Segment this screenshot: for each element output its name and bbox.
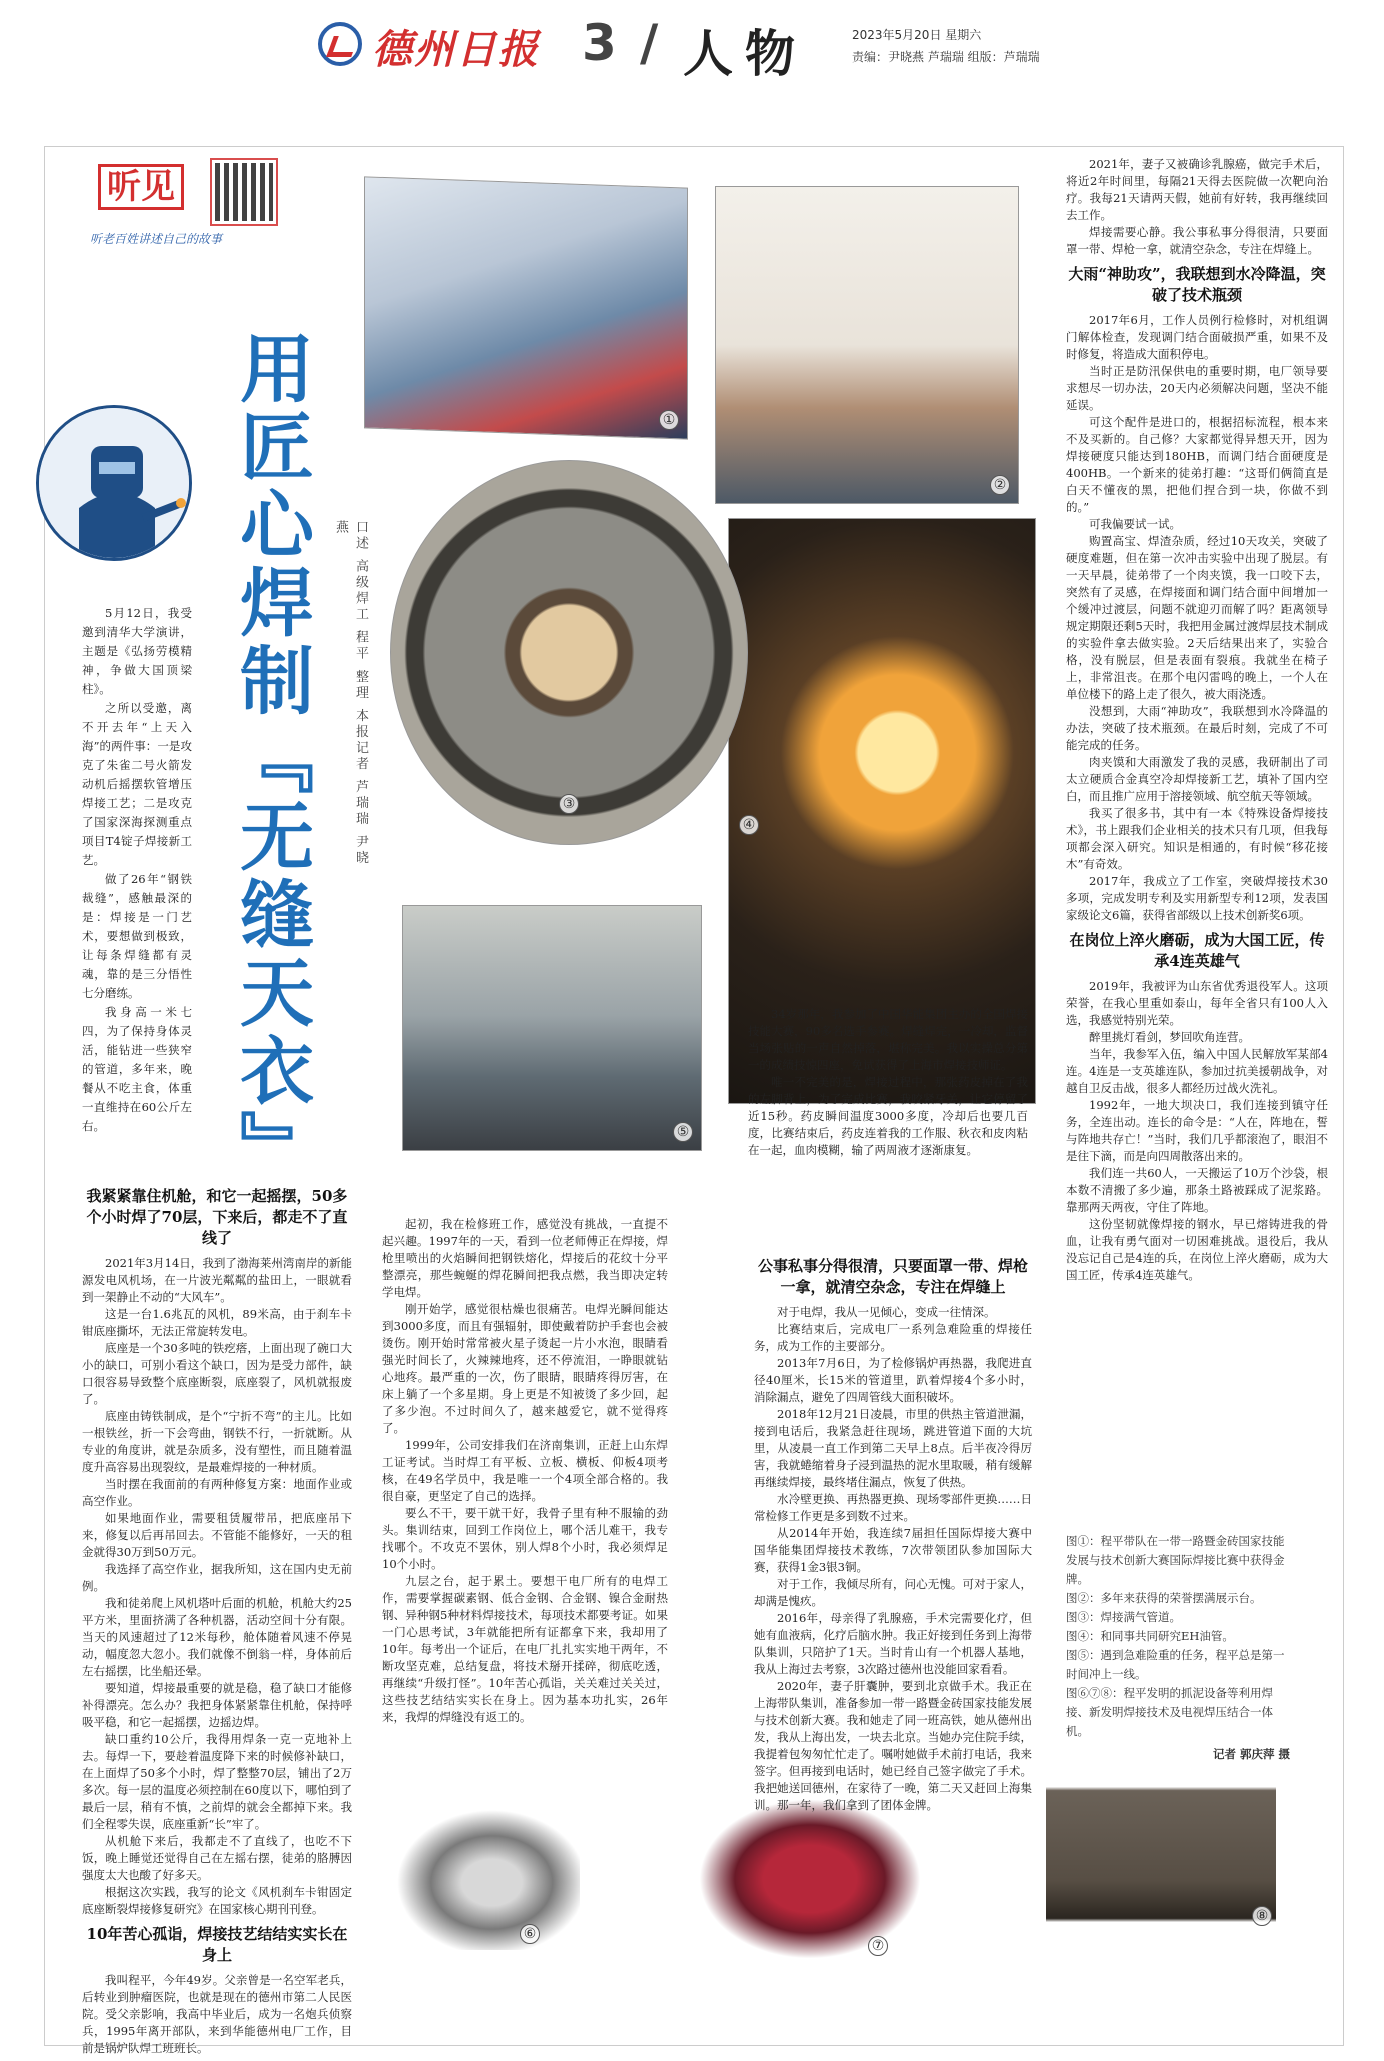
paragraph: 我买了很多书，其中有一本《特殊设备焊接技术》，书上跟我们企业相关的技术只有几项，但我每项都会深入研究。知识是相通的，有时候“移花接木”有奇效。	[1066, 806, 1328, 871]
intro-paragraph: 之所以受邀，离不开去年“上天入海”的两件事：一是攻克了朱雀二号火箭发动机后摇摆软管增压焊接工艺；二是攻克了国家深海探测重点项目T4锭子焊接新工艺。	[82, 701, 192, 867]
intro-paragraph: 我身高一米七四，为了保持身体灵活，能钻进一些狭窄的管道，多年来，晚餐从不吃主食，体重一直维持在60公斤左右。	[82, 1005, 192, 1133]
photo-number-label: ②	[990, 475, 1010, 495]
paragraph: 没想到，大雨“神助攻”，我联想到水冷降温的办法，突破了技术瓶颈。在最后时刻，完成了不可能完成的任务。	[1066, 704, 1328, 752]
paragraph: 对于工作，我倾尽所有，问心无愧。可对于家人，却满是愧疚。	[754, 1577, 1032, 1608]
photo-number-label: ⑧	[1252, 1906, 1272, 1926]
paragraph: 2021年3月14日，我到了渤海莱州湾南岸的新能源发电风机场，在一片波光粼粼的盐田上，一眼就看到一架静止不动的“大风车”。	[82, 1256, 352, 1304]
paragraph: 购置高宝、焊渣杂质，经过10天攻关，突破了硬度难题，但在第一次冲击实验中出现了脱层。有一天早晨，徒弟带了一个肉夹馍，我一口咬下去，突然有了灵感，在焊接面和调门结合面中间增加一个缓冲过渡层，问题不就迎刃而解了吗？距离领导规定期限还剩5天时，我把用金属过渡焊层技术制成的实验件拿去做实验。2天后结果出来了，实验合格，没有脱层，但是表面有裂痕。我就坐在椅子上，非常沮丧。在那个电闪雷鸣的晚上，一个人在单位楼下的路上走了很久，被大雨浇透。	[1066, 534, 1328, 701]
issue-date: 2023年5月20日 星期六	[852, 28, 982, 42]
paragraph: 我们连一共60人，一天搬运了10万个沙袋，根本数不清搬了多少遍，那条土路被踩成了泥浆路。靠那两天两夜，守住了阵地。	[1066, 1166, 1328, 1214]
intro-paragraph: 5月12日，我受邀到清华大学演讲，主题是《弘扬劳模精神，争做大国顶梁柱》。	[82, 606, 192, 696]
newspaper-name: 德州日报	[372, 26, 540, 73]
photo-number-label: ④	[739, 815, 759, 835]
paragraph: 2016年，母亲得了乳腺癌，手术完需要化疗，但她有血液病，化疗后脑水肿。我正好接到任务到上海带队集训，只陪护了1天。当时肯山有一个机器人基地，我从上海过去考察，3次路过德州也没能回家看看。	[754, 1611, 1032, 1676]
paragraph: 刚开始学，感觉很枯燥也很痛苦。电焊光瞬间能达到3000多度，而且有强辐射，即使戴着防护手套也会被烫伤。刚开始时常常被火星子烫起一片小水泡，眼睛看强光时间长了，火辣辣地疼，还不停流泪，一睁眼就钻心地疼。最严重的一次，伤了眼睛，眼睛疼得厉害，在床上躺了一个多星期。身上更是不知被烫了多少回，起了多少泡。不过时间久了，越来越爱它，就不觉得疼了。	[382, 1302, 668, 1435]
paragraph: 醉里挑灯看剑，梦回吹角连营。	[1089, 1030, 1250, 1044]
page-separator: /	[640, 14, 659, 72]
photo-number-label: ③	[559, 794, 579, 814]
paragraph: 从机舱下来后，我都走不了直线了，也吃不下饭，晚上睡觉还觉得自己在左摇右摆，徒弟的胳膊因强度太大也酸了好多天。	[82, 1834, 352, 1882]
paragraph: 九层之台，起于累土。要想干电厂所有的电焊工作，需要掌握碳素钢、低合金钢、合金钢、镍合金耐热钢、异种钢5种材料焊接技术，每项技术都要考证。如果一门心思考试，3年就能把所有证都拿下来，我却用了10年。每考出一个证后，在电厂扎扎实实地干两年，不断攻坚克难，总结复盘，将技术掰开揉碎，彻底吃透，再继续“升级打怪”。10年苦心孤诣，关关难过关关过，这些技艺结结实实长在身上。因为基本功扎实，26年来，我焊的焊缝没有返工的。	[382, 1574, 668, 1724]
article-intro	[82, 604, 192, 1136]
photo-team-research	[402, 905, 702, 1151]
photo-invention-device-3	[1046, 1768, 1276, 1956]
caption-line: 图①：程平带队在一带一路暨金砖国家技能发展与技术创新大赛国际焊接比赛中获得金牌。	[1066, 1534, 1285, 1586]
listen-title: 听见	[98, 164, 184, 210]
paragraph: 底座是一个30多吨的铁疙瘩，上面出现了碗口大小的缺口，可别小看这个缺口，因为是受力部件，缺口很容易导致整个底座断裂，底座裂了，风机就报废了。	[82, 1341, 352, 1406]
paragraph: 2013年7月6日，为了检修锅炉再热器，我爬进直径40厘米，长15米的管道里，趴着焊接4个多小时，消除漏点，避免了四周管线大面积破坏。	[754, 1356, 1032, 1404]
masthead	[0, 0, 1384, 83]
paragraph: 肉夹馍和大雨激发了我的灵感，我研制出了司太立硬质合金真空冷却焊接新工艺，填补了国内空白，而且推广应用于溶接领域、航空航天等领域。	[1066, 755, 1328, 803]
paragraph: 2020年，妻子肝囊肿，要到北京做手术。我正在上海带队集训，准备参加一带一路暨金砖国家技能发展与技术创新大赛。我和她走了同一班高铁，她从德州出发，我从上海出发，一块去北京。当她办完住院手续，我提着包匆匆忙忙走了。嘱咐她做手术前打电话，我来签字。但再接到电话时，她已经自己签字做完了手术。我把她送回德州，在家待了一晚，第二天又赶回上海集训。那一年，我们拿到了团体金牌。	[754, 1679, 1032, 1812]
paragraph: 唯一不完美的是，焊接过程中，那张药皮掉在了我的左脚背上，为了完成比赛，我咬紧牙关，让它停留了近15秒。药皮瞬间温度3000多度，冷却后也要几百度，比赛结束后，药皮连着我的工作服、秋衣和皮肉粘在一起，血肉模糊，输了两周液才逐渐康复。	[748, 1075, 1028, 1157]
photo-pipe-welding	[390, 460, 748, 845]
section-heading: 大雨“神助攻”，我联想到水冷降温，突破了技术瓶颈	[1068, 265, 1326, 304]
photo-honor-display	[715, 186, 1019, 504]
listen-column-badge	[90, 156, 280, 248]
paragraph: 对于电焊，我从一见倾心，变成一往情深。	[777, 1305, 996, 1319]
article-column-1	[82, 1180, 352, 2057]
paragraph: 缺口重约10公斤，我得用焊条一克一克地补上去。每焊一下，要趁着温度降下来的时候修补缺口，在上面焊了50多个小时，焊了整整70层，铺出了2万多次。每一层的温度必须控制在60度以下，哪怕到了最后一层，稍有不慎，之前焊的就会全都掉下来。我们全程零失误，底座重新“长”牢了。	[82, 1732, 352, 1831]
paragraph: 从2014年开始，我连续7届担任国际焊接大赛中国华能集团焊接技术教练，7次带领团队参加国际大赛，获得1金3银3铜。	[754, 1526, 1032, 1574]
paragraph: 比赛结束后，完成电厂一系列急难险重的焊接任务，成为工作的主要部分。	[754, 1322, 1032, 1353]
paragraph: 我叫程平，今年49岁。父亲曾是一名空军老兵，后转业到肿瘤医院，也就是现在的德州市第二人民医院。受父亲影响，我高中毕业后，成为一名炮兵侦察兵，1995年离开部队，来到华能德州电厂工作，目前是锅炉队焊工班班长。	[82, 1973, 352, 2055]
photo-invention-device-2	[692, 1794, 928, 1964]
paragraph: 2019年，我被评为山东省优秀退役军人。这项荣誉，在我心里重如泰山，每年全省只有100人入选，我感觉特别光荣。	[1066, 979, 1328, 1027]
paragraph: 水冷壁更换、再热器更换、现场零部件更换……日常检修工作更是多到数不过来。	[754, 1492, 1032, 1523]
caption-line: 图⑤：遇到急难险重的任务，程平总是第一时间冲上一线。	[1066, 1648, 1285, 1681]
paragraph: 当时正是防汛保供电的重要时期，电厂领导要求想尽一切办法，20天内必须解决问题，坚决不能延误。	[1066, 364, 1328, 412]
paragraph: 根据这次实践，我写的论文《风机刹车卡钳固定底座断裂焊接修复研究》在国家核心期刊刊登。	[82, 1885, 352, 1916]
listen-subtitle: 听老百姓讲述自己的故事	[90, 232, 223, 246]
caption-line: 图②：多年来获得的荣誉摆满展示台。	[1066, 1591, 1262, 1605]
paragraph: 要知道，焊接最重要的就是稳，稳了缺口才能修补得漂亮。怎么办？我把身体紧紧靠住机舱，保持呼吸平稳，和它一起摇摆，边摇边焊。	[82, 1681, 352, 1729]
paragraph: 2017年，我成立了工作室，突破焊接技术30多项，完成发明专利及实用新型专利12项，发表国家级论文6篇，获得省部级以上技术创新奖6项。	[1066, 874, 1328, 922]
paragraph: 如果地面作业，需要租赁履带吊，把底座吊下来，修复以后再吊回去。不管能不能修好，一天的租金就得30万到50万元。	[82, 1511, 352, 1559]
paragraph: 2018年12月21日凌晨，市里的供热主管道泄漏，接到电话后，我紧急赶往现场，跳进管道下面的大坑里，从凌晨一直工作到第二天早上8点。后半夜冷得厉害，我就蜷缩着身子浸到温热的泥水里取暖，稍有缓解再继续焊接，最终堵住漏点，恢复了供热。	[754, 1407, 1032, 1489]
paragraph: 1992年，一地大坝决口，我们连接到镇守任务，全连出动。连长的命令是：“人在，阵地在，誓与阵地共存亡！”当时，我们几乎都滚泡了，眼泪不是往下滴，而是向四周散落出来的。	[1066, 1098, 1328, 1163]
caption-line: 图④：和同事共同研究EH油管。	[1066, 1629, 1234, 1643]
newspaper-logo-icon	[318, 22, 362, 66]
photo-adjacent-text	[748, 1006, 1028, 1159]
paragraph: 这是一台1.6兆瓦的风机，89米高，由于刹车卡钳底座撕坏，无法正常旋转发电。	[82, 1307, 352, 1338]
caption-line: 图③：焊接满气管道。	[1066, 1610, 1181, 1624]
photo-credit: 记者 郭庆萍 摄	[1212, 1747, 1290, 1761]
paragraph: 34岁那年，我参加了中国华能集团主办的全国焊接技能大赛，90多名选手参赛。焊缝焊完，一冷却，监督当场张贴的一声自然掉落，堪称完美。我以实操总分第一的成绩技惊四座，免试获得了上海市焊接技师证。	[748, 1007, 1028, 1072]
section-heading: 在岗位上淬火磨砺，成为大国工匠，传承4连英雄气	[1069, 931, 1325, 970]
photo-number-label: ⑦	[868, 1936, 888, 1956]
article-title: 用匠心焊制『无缝天衣』	[228, 330, 314, 1188]
paragraph: 我选择了高空作业，据我所知，这在国内史无前例。	[82, 1562, 352, 1593]
photo-captions	[1066, 1532, 1290, 1764]
paragraph: 我和徒弟爬上风机塔叶后面的机舱，机舱大约25平方米，里面挤满了各种机器，活动空间十分有限。当天的风速超过了12米每秒，舱体随着风速不停晃动，幅度忽大忽小。我们就像不倒翁一样，身体前后左右摇摆，比坐船还晕。	[82, 1596, 352, 1678]
paragraph: 2021年，妻子又被确诊乳腺癌，做完手术后，将近2年时间里，每隔21天得去医院做一次靶向治疗。我每21天请两天假，她前有好转，我再继续回去工作。	[1066, 157, 1328, 222]
paragraph: 这份坚韧就像焊接的钢水，早已熔铸进我的骨血，让我有勇气面对一切困难挑战。退役后，我从没忘记自己是4连的兵，在岗位上淬火磨砺，成为大国工匠，传承4连英雄气。	[1066, 1217, 1328, 1282]
article-column-2	[382, 1216, 668, 1726]
paragraph: 要么不干，要干就干好，我骨子里有种不服输的劲头。集训结束，回到工作岗位上，哪个活儿难干，我专找哪个。不攻克不罢休，别人焊8个小时，我必须焊足10个小时。	[382, 1506, 668, 1571]
intro-paragraph: 做了26年“钢铁裁缝”，感触最深的是：焊接是一门艺术，要想做到极致，让每条焊缝都有灵魂，靠的是三分悟性七分磨练。	[82, 872, 192, 1000]
section-heading: 我紧紧靠住机舱，和它一起摇摆，50多个小时焊了70层，下来后，都走不了直线了	[86, 1187, 348, 1247]
paragraph: 2017年6月，工作人员例行检修时，对机组调门解体检查，发现调门结合面破损严重，如果不及时修复，将造成大面积停电。	[1066, 313, 1328, 361]
paragraph: 底座由铸铁制成，是个“宁折不弯”的主儿。比如一根铁丝，折一下会弯曲，钢铁不行，一折就断。从专业的角度讲，就是杂质多，没有塑性，而且随着温度升高容易出现裂纹，是最难焊接的一种材质。	[82, 1409, 352, 1474]
article-byline: 口述 高级焊工 程平 整理 本报记者 芦瑞瑞 尹晓燕	[333, 520, 368, 867]
paragraph: 可这个配件是进口的，根据招标流程，根本来不及买新的。自己修？大家都觉得异想天开，因为焊接硬度只能达到180HB，而调门结合面硬度是400HB。一个新来的徒弟打趣：“这哥们俩简直是白天不懂夜的黑，把他们捏合到一块，你做不到的。”	[1066, 415, 1328, 514]
article-column-3	[754, 1250, 1032, 1814]
paragraph: 起初，我在检修班工作，感觉没有挑战，一直提不起兴趣。1997年的一天，看到一位老师傅正在焊接，焊枪里喷出的火焰瞬间把钢铁熔化，焊接后的花纹十分平整漂亮，那些蜿蜒的焊花瞬间把我点燃，我当即决定转学电焊。	[382, 1217, 668, 1299]
article-column-4	[1066, 156, 1328, 1284]
photo-number-label: ⑥	[520, 1924, 540, 1944]
editors-line: 责编：尹晓燕 芦瑞瑞 组版：芦瑞瑞	[852, 50, 1040, 64]
page-number: 3	[582, 14, 617, 72]
photo-number-label: ①	[659, 410, 679, 431]
section-heading: 10年苦心孤诣，焊接技艺结结实实长在身上	[86, 1925, 348, 1964]
photo-number-label: ⑤	[673, 1122, 693, 1142]
paragraph: 当年，我参军入伍，编入中国人民解放军某部4连。4连是一支英雄连队，参加过抗美援朝战争，对越自卫反击战，很多人都经历过战火洗礼。	[1066, 1047, 1328, 1095]
paragraph: 可我偏要试一试。	[1089, 517, 1181, 531]
caption-line: 图⑥⑦⑧：程平发明的抓泥设备等利用焊接、新发明焊接技术及电视焊压结合一体机。	[1066, 1686, 1273, 1738]
section-heading: 公事私事分得很清，只要面罩一带、焊枪一拿，就清空杂念，专注在焊缝上	[757, 1257, 1028, 1296]
paragraph: 1999年，公司安排我们在济南集训，正赶上山东焊工证考试。当时焊工有平板、立板、横板、仰板4项考核，在49名学员中，我是唯一一个4项全部合格的。我很自豪，更坚定了自己的选择。	[382, 1438, 668, 1503]
page-section: 人物	[683, 24, 807, 83]
paragraph: 当时摆在我面前的有两种修复方案：地面作业或高空作业。	[82, 1477, 352, 1508]
welder-icon	[36, 405, 192, 561]
qr-code-icon[interactable]	[212, 160, 276, 224]
paragraph: 焊接需要心静。我公事私事分得很清，只要面罩一带、焊枪一拿，就清空杂念，专注在焊缝上。	[1066, 225, 1328, 256]
photo-award-ceremony	[364, 176, 688, 439]
photo-invention-device-1	[384, 1800, 580, 1950]
